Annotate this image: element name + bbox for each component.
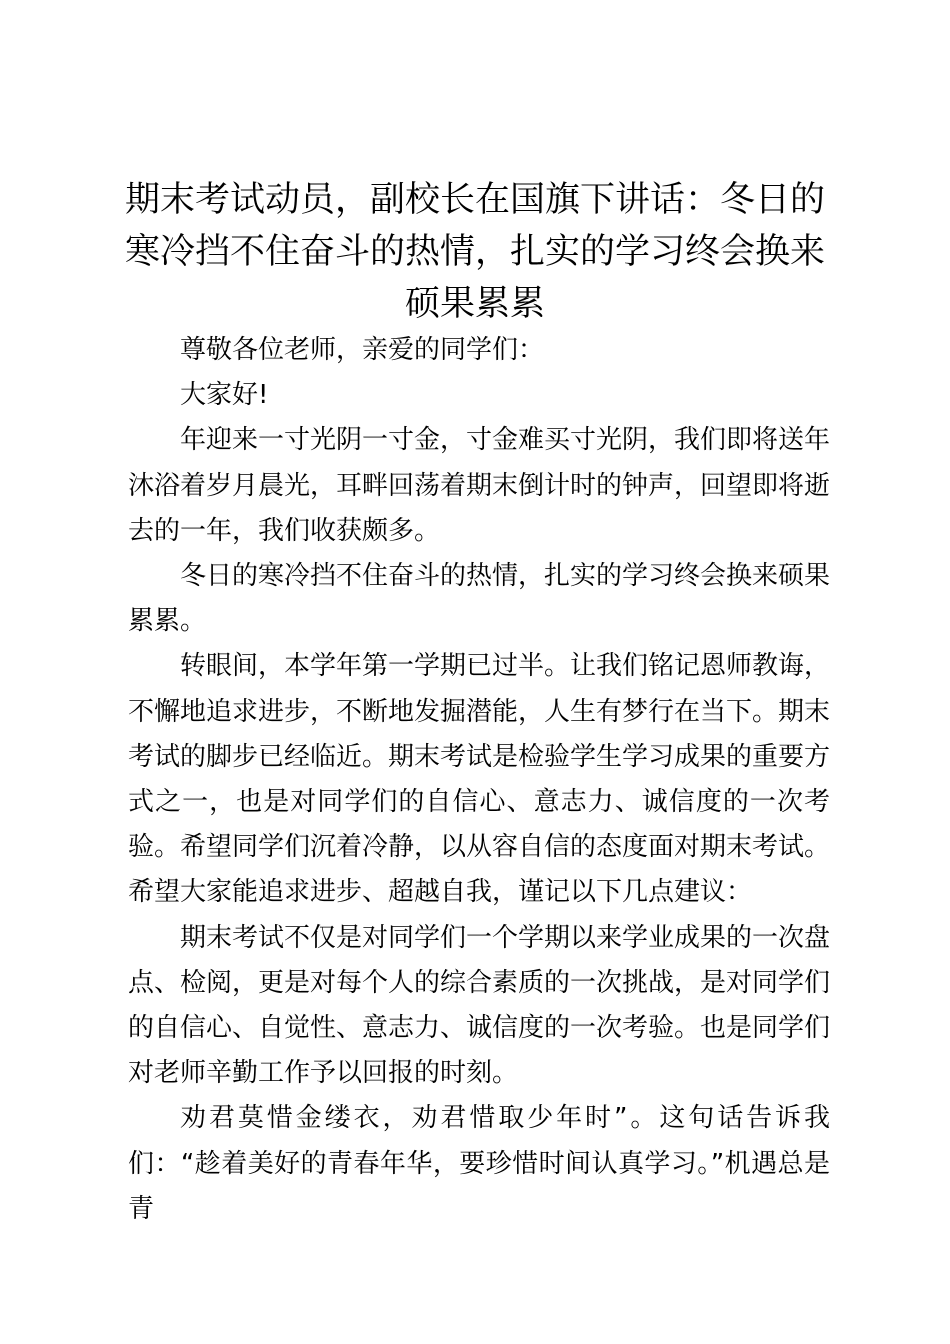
body-paragraph: 冬日的寒冷挡不住奋斗的热情，扎实的学习终会换来硕果累累。 <box>128 561 831 637</box>
body-paragraph: 转眼间，本学年第一学期已过半。让我们铭记恩师教诲，不懈地追求进步，不断地发掘潜能，人生有梦行在当下。期末考试的脚步已经临近。期末考试是检验学生学习成果的重要方式之一，也是对同学们的自信心、意志力、诚信度的一次考验。希望同学们沉着冷静，以从容自信的态度面对期末考试。希望大家能追求进步、超越自我，谨记以下几点建议： <box>128 651 831 908</box>
body-paragraph: 劝君莫惜金缕衣，劝君惜取少年时”。这句话告诉我们：“趁着美好的青春年华，要珍惜时间认真学习。”机遇总是青 <box>128 1103 830 1224</box>
body-paragraph: 期末考试不仅是对同学们一个学期以来学业成果的一次盘点、检阅，更是对每个人的综合素质的一次挑战，是对同学们的自信心、自觉性、意志力、诚信度的一次考验。也是同学们对老师辛勤工作予以回报的时刻。 <box>128 922 831 1089</box>
document-body <box>128 328 830 1232</box>
greeting-paragraph: 大家好! <box>180 380 269 411</box>
body-paragraph: 年迎来一寸光阴一寸金，寸金难买寸光阴，我们即将送年沐浴着岁月晨光，耳畔回荡着期末倒计时的钟声，回望即将逝去的一年，我们收获颇多。 <box>128 425 831 546</box>
salutation-paragraph: 尊敬各位老师，亲爱的同学们： <box>180 335 545 365</box>
document-title: 期末考试动员，副校长在国旗下讲话：冬日的寒冷挡不住奋斗的热情，扎实的学习终会换来硕果累累 <box>124 180 825 324</box>
